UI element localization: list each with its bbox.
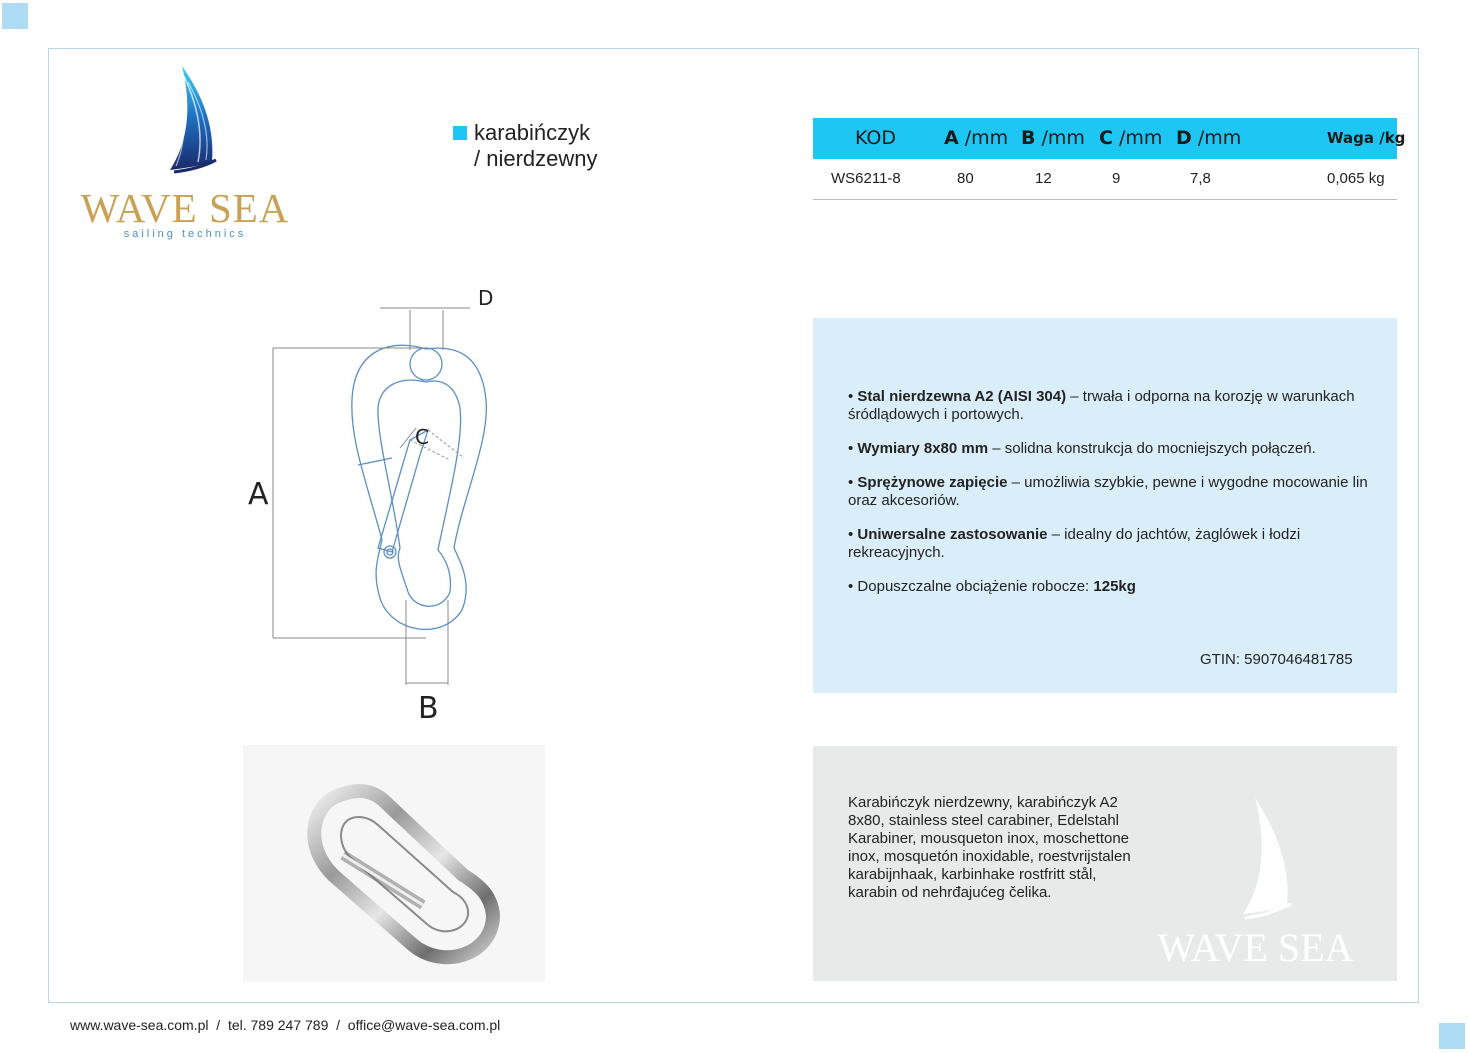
features-list: [848, 388, 1368, 612]
list-item: • Stal nierdzewna A2 (AISI 304) – trwała i odporna na korozję w warunkach śródlądowych i portowych.: [848, 388, 1355, 423]
header-d: D /mm: [1176, 127, 1242, 149]
spec-table: [813, 118, 1406, 200]
corner-square-top-left: [2, 3, 28, 29]
watermark-text: WAVE SEA: [1157, 925, 1354, 970]
corner-square-bottom-right: [1439, 1023, 1465, 1049]
sail-icon: [70, 62, 300, 182]
dimension-label-a: A: [248, 477, 269, 512]
cell-waga: 0,065 kg: [1327, 170, 1385, 187]
header-waga: Waga /kg: [1327, 129, 1406, 147]
list-item: • Wymiary 8x80 mm – solidna konstrukcja do mocniejszych połączeń.: [848, 440, 1316, 457]
technical-drawing: [240, 280, 510, 720]
brand-name: WAVE SEA: [80, 185, 290, 231]
features-box: [813, 318, 1397, 693]
footer-contact: www.wave-sea.com.pl / tel. 789 247 789 / office@wave-sea.com.pl: [70, 1017, 501, 1033]
watermark-sail-icon: [1143, 796, 1368, 926]
product-photo: [243, 745, 545, 982]
cell-a: 80: [957, 170, 974, 187]
dimension-label-c: C: [415, 425, 429, 449]
carabiner-photo-image: [243, 745, 545, 982]
dimension-label-b: B: [418, 691, 439, 720]
keywords-text: Karabińczyk nierdzewny, karabińczyk A2 8x80, stainless steel carabiner, Edelstahl Karabiner, mousqueton inox, moschettone inox, mosquetón inoxidable, roestvrijstalen karabijnhaak, karbinhake rostfritt stål, karabin od nehrđajućeg čelika.: [848, 794, 1131, 901]
list-item: • Dopuszczalne obciążenie robocze: 125kg: [848, 578, 1136, 595]
header-c: C /mm: [1099, 127, 1163, 149]
product-title-line1: karabińczyk: [474, 120, 591, 145]
title-square-icon: [453, 126, 467, 140]
dimension-label-d: D: [478, 286, 494, 310]
header-a: A /mm: [944, 127, 1009, 149]
cell-d: 7,8: [1190, 170, 1211, 187]
list-item: • Uniwersalne zastosowanie – idealny do jachtów, żaglówek i łodzi rekreacyjnych.: [848, 526, 1301, 561]
header-kod: KOD: [855, 127, 897, 149]
brand-tagline: sailing technics: [123, 228, 247, 240]
spec-table-header: [813, 118, 1406, 159]
cell-b: 12: [1035, 170, 1052, 187]
cell-kod: WS6211-8: [831, 170, 901, 187]
list-item: • Sprężynowe zapięcie – umożliwia szybkie, pewne i wygodne mocowanie lin oraz akcesoriów.: [848, 474, 1368, 509]
cell-c: 9: [1112, 170, 1121, 187]
table-row: [813, 159, 1397, 200]
keywords-box: [813, 746, 1397, 981]
watermark-logo: [1143, 796, 1368, 970]
product-title-line2: / nierdzewny: [474, 146, 598, 171]
gtin-code: GTIN: 5907046481785: [1200, 651, 1353, 668]
header-b: B /mm: [1021, 127, 1085, 149]
brand-logo: [70, 62, 300, 247]
